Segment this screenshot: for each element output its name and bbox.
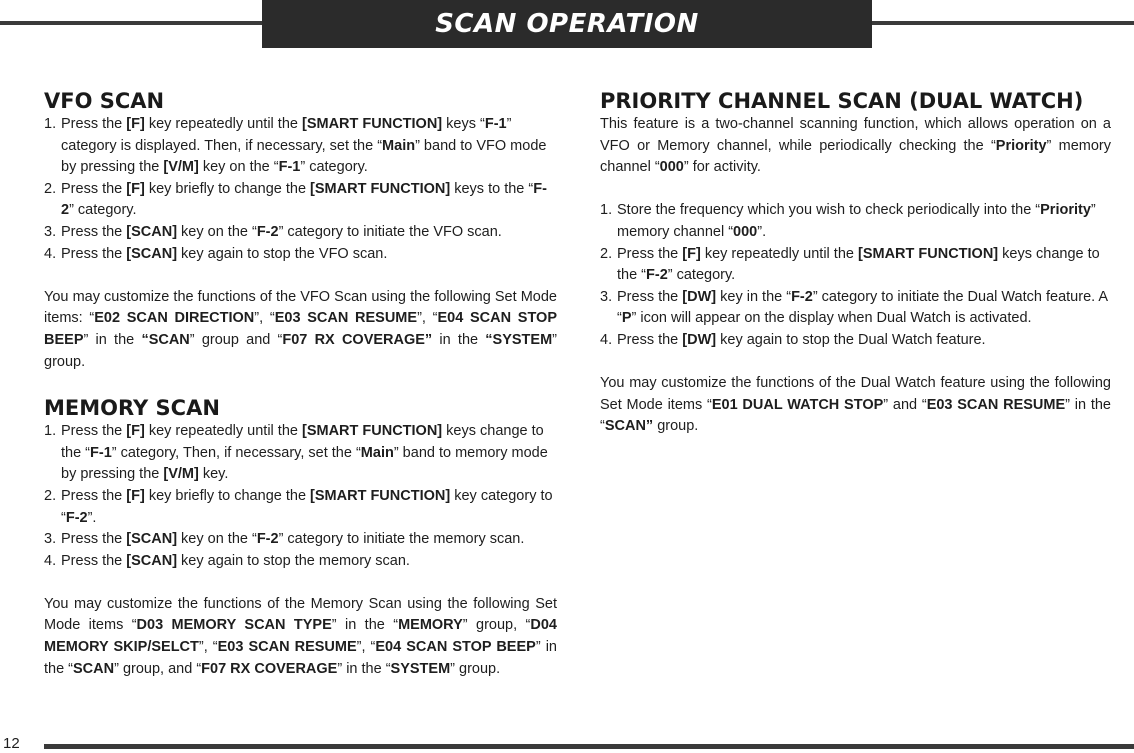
step-term: [SMART FUNCTION] bbox=[857, 245, 999, 262]
memory-scan-note-term: SCAN bbox=[73, 660, 115, 677]
memory-scan-heading: MEMORY SCAN bbox=[44, 396, 220, 421]
memory-scan-note-term: E04 SCAN STOP BEEP bbox=[375, 639, 536, 656]
step-text: key again to stop the Dual Watch feature. bbox=[716, 331, 986, 348]
memory-scan-note-term: F07 RX COVERAGE bbox=[201, 660, 338, 677]
memory-scan-note-text: ” in the “ bbox=[44, 639, 557, 677]
memory-scan-note-text: You may customize the functions of the Memory Scan using the following Set Mode items “ bbox=[44, 595, 557, 634]
step-number: 1. bbox=[600, 202, 613, 219]
step-term: [SCAN] bbox=[126, 223, 178, 240]
vfo-scan-note-term: E04 SCAN STOP BEEP bbox=[44, 310, 557, 348]
step-text: key category to “ bbox=[61, 487, 553, 526]
step-term: [SCAN] bbox=[126, 552, 178, 569]
step-text: keys change to the “ bbox=[617, 245, 1100, 284]
step-text: key briefly to change the bbox=[144, 180, 311, 197]
memory-scan-note bbox=[44, 594, 557, 680]
step-term: [V/M] bbox=[163, 466, 199, 483]
step-term: [F] bbox=[126, 423, 145, 440]
page-title: SCAN OPERATION bbox=[262, 0, 872, 48]
vfo-scan-steps bbox=[44, 114, 557, 265]
priority-scan-intro bbox=[600, 114, 1111, 179]
step-text: ” band to memory mode by pressing the bbox=[61, 444, 548, 483]
list-item bbox=[600, 244, 1111, 287]
step-term: 000 bbox=[733, 223, 758, 240]
vfo-scan-note bbox=[44, 287, 557, 373]
memory-scan-note-text: ”, “ bbox=[198, 639, 218, 656]
priority-scan-intro-text: ” for activity. bbox=[683, 159, 761, 176]
step-term: [SCAN] bbox=[126, 531, 178, 548]
priority-scan-note-text: ” and “ bbox=[883, 396, 927, 413]
step-term: F-2 bbox=[791, 288, 813, 305]
header-rule-left bbox=[0, 21, 262, 25]
priority-scan-steps bbox=[600, 200, 1111, 351]
list-item bbox=[44, 486, 557, 529]
step-term: F-2 bbox=[61, 180, 547, 219]
step-text: Press the bbox=[61, 552, 127, 569]
memory-scan-note-text: ” group. bbox=[450, 660, 501, 677]
memory-scan-note-text: ” group, and “ bbox=[114, 660, 202, 677]
priority-scan-note-term: E01 DUAL WATCH STOP bbox=[711, 396, 884, 413]
step-text: ” memory channel “ bbox=[617, 202, 1096, 240]
step-text: key again to stop the VFO scan. bbox=[177, 245, 388, 262]
vfo-scan-note-text: ” group and “ bbox=[189, 331, 283, 348]
step-term: F-1 bbox=[484, 116, 507, 132]
step-term: [SMART FUNCTION] bbox=[301, 116, 443, 132]
memory-scan-note-term: E03 SCAN RESUME bbox=[217, 639, 357, 656]
step-number: 4. bbox=[600, 331, 613, 348]
step-text: Press the bbox=[61, 116, 127, 132]
memory-scan-note-text: ” in the “ bbox=[337, 660, 391, 677]
step-text: ”. bbox=[87, 509, 97, 526]
vfo-scan-note-text: ”, “ bbox=[254, 310, 275, 327]
priority-scan-intro-text: ” memory channel “ bbox=[600, 137, 1112, 176]
step-text: key on the “ bbox=[177, 223, 257, 240]
vfo-scan-section bbox=[44, 88, 557, 373]
priority-scan-intro-term: Priority bbox=[995, 137, 1047, 154]
step-text: ”. bbox=[757, 223, 767, 240]
footer-rule bbox=[44, 744, 1134, 749]
step-text: key. bbox=[198, 466, 229, 483]
vfo-scan-note-term: E02 SCAN DIRECTION bbox=[94, 310, 255, 327]
step-text: ” icon will appear on the display when Dual Watch is activated. bbox=[631, 310, 1032, 327]
priority-scan-note-term: E03 SCAN RESUME bbox=[926, 396, 1066, 413]
left-column bbox=[44, 88, 557, 680]
priority-scan-heading: PRIORITY CHANNEL SCAN (DUAL WATCH) bbox=[600, 89, 1084, 113]
step-term: [SCAN] bbox=[126, 245, 178, 262]
memory-scan-note-text: ” in the “ bbox=[331, 617, 399, 634]
vfo-scan-note-text: ”, “ bbox=[417, 310, 438, 327]
list-item bbox=[44, 179, 557, 222]
step-text: keys “ bbox=[442, 116, 485, 132]
step-text: key in the “ bbox=[716, 288, 792, 305]
list-item bbox=[44, 114, 557, 179]
list-item bbox=[44, 551, 557, 573]
step-text: ” band to VFO mode by pressing the bbox=[61, 137, 547, 176]
vfo-scan-note-text: ” group. bbox=[44, 331, 558, 370]
priority-scan-note-text: group. bbox=[653, 418, 699, 435]
step-text: ” category to initiate the VFO scan. bbox=[278, 223, 502, 240]
step-text: key again to stop the memory scan. bbox=[177, 552, 410, 569]
list-item bbox=[600, 287, 1111, 330]
step-term: F-2 bbox=[256, 531, 279, 548]
step-term: Main bbox=[360, 444, 394, 461]
step-text: keys change to the “ bbox=[61, 423, 544, 461]
priority-scan-note-term: SCAN” bbox=[604, 418, 654, 435]
step-text: Press the bbox=[61, 531, 127, 548]
step-text: ” category. bbox=[300, 159, 368, 176]
step-text: Press the bbox=[61, 223, 127, 240]
step-text: Press the bbox=[61, 423, 127, 440]
step-term: F-2 bbox=[65, 509, 88, 526]
step-term: Priority bbox=[1040, 202, 1091, 219]
vfo-scan-note-text: You may customize the functions of the VFO Scan using the following Set Mode items: “ bbox=[44, 288, 557, 327]
step-number: 1. bbox=[44, 423, 57, 440]
list-item bbox=[44, 244, 557, 266]
step-term: F-2 bbox=[256, 223, 279, 240]
memory-scan-note-text: ”, “ bbox=[356, 639, 376, 656]
step-term: F-2 bbox=[646, 267, 668, 284]
step-text: Press the bbox=[617, 331, 683, 348]
step-number: 1. bbox=[44, 116, 57, 132]
list-item bbox=[44, 222, 557, 244]
step-text: Press the bbox=[61, 487, 127, 504]
step-text: ” category to initiate the memory scan. bbox=[278, 531, 525, 548]
step-text: key repeatedly until the bbox=[144, 423, 302, 440]
step-number: 3. bbox=[600, 288, 613, 305]
step-text: ” category. bbox=[69, 202, 137, 219]
step-text: Press the bbox=[617, 245, 683, 262]
step-number: 3. bbox=[44, 223, 57, 240]
priority-scan-section bbox=[600, 88, 1111, 438]
priority-scan-note bbox=[600, 373, 1111, 438]
page-number: 12 bbox=[3, 735, 20, 752]
memory-scan-steps bbox=[44, 421, 557, 572]
step-text: Press the bbox=[61, 245, 127, 262]
step-term: F-1 bbox=[90, 444, 112, 461]
step-term: [F] bbox=[682, 245, 701, 262]
vfo-scan-heading: VFO SCAN bbox=[44, 89, 165, 113]
list-item bbox=[600, 330, 1111, 352]
step-term: [F] bbox=[126, 116, 145, 132]
step-term: [F] bbox=[126, 180, 145, 197]
vfo-scan-note-term: F07 RX COVERAGE” bbox=[282, 331, 433, 348]
step-text: key repeatedly until the bbox=[700, 245, 858, 262]
step-term: [DW] bbox=[682, 331, 717, 348]
vfo-scan-note-term: “SCAN bbox=[141, 331, 190, 348]
priority-scan-intro-text: This feature is a two-channel scanning function, which allows operation on a VFO or Memory channel, while periodically checking the “ bbox=[600, 116, 1111, 154]
vfo-scan-note-text: ” in the bbox=[83, 331, 142, 348]
step-term: [DW] bbox=[682, 288, 717, 305]
step-term: Main bbox=[382, 137, 416, 154]
step-number: 4. bbox=[44, 552, 57, 569]
priority-scan-intro-term: 000 bbox=[659, 159, 684, 176]
step-term: F-1 bbox=[278, 159, 301, 176]
step-term: [SMART FUNCTION] bbox=[301, 423, 443, 440]
step-text: keys to the “ bbox=[450, 180, 534, 197]
step-term: [V/M] bbox=[163, 159, 199, 176]
list-item bbox=[44, 529, 557, 551]
step-text: key on the “ bbox=[177, 531, 257, 548]
list-item bbox=[44, 421, 557, 486]
step-text: ” category is displayed. Then, if necessary, set the “ bbox=[61, 116, 512, 154]
vfo-scan-note-text: in the bbox=[432, 331, 486, 348]
memory-scan-note-term: MEMORY bbox=[398, 617, 463, 634]
list-item bbox=[600, 200, 1111, 243]
memory-scan-note-term: D03 MEMORY SCAN TYPE bbox=[136, 617, 332, 634]
step-number: 2. bbox=[44, 487, 57, 504]
step-term: [SMART FUNCTION] bbox=[310, 180, 451, 197]
step-number: 3. bbox=[44, 531, 57, 548]
step-text: Store the frequency which you wish to check periodically into the “ bbox=[617, 202, 1041, 219]
step-text: key on the “ bbox=[198, 159, 279, 176]
memory-scan-note-term: D04 MEMORY SKIP/SELCT bbox=[44, 617, 557, 656]
step-term: [SMART FUNCTION] bbox=[310, 487, 451, 504]
step-text: key briefly to change the bbox=[144, 487, 311, 504]
step-term: P bbox=[621, 310, 632, 327]
vfo-scan-note-term: “SYSTEM bbox=[485, 331, 553, 348]
step-number: 2. bbox=[44, 180, 57, 197]
step-number: 2. bbox=[600, 245, 613, 262]
step-text: key repeatedly until the bbox=[144, 116, 302, 132]
vfo-scan-note-term: E03 SCAN RESUME bbox=[274, 310, 418, 327]
step-text: ” category, Then, if necessary, set the “ bbox=[111, 444, 361, 461]
right-column bbox=[600, 88, 1111, 438]
step-number: 4. bbox=[44, 245, 57, 262]
step-text: Press the bbox=[61, 180, 127, 197]
memory-scan-note-text: ” group, “ bbox=[462, 617, 531, 634]
memory-scan-section bbox=[44, 395, 557, 680]
priority-scan-note-text: You may customize the functions of the Dual Watch feature using the following Set Mode items “ bbox=[600, 375, 1111, 413]
header-rule-right bbox=[872, 21, 1134, 25]
step-term: [F] bbox=[126, 487, 145, 504]
step-text: Press the bbox=[617, 288, 683, 305]
priority-scan-note-text: ” in the “ bbox=[600, 396, 1111, 435]
step-text: ” category to initiate the Dual Watch feature. A “ bbox=[617, 288, 1108, 327]
memory-scan-note-term: SYSTEM bbox=[390, 660, 451, 677]
step-text: ” category. bbox=[667, 267, 736, 284]
